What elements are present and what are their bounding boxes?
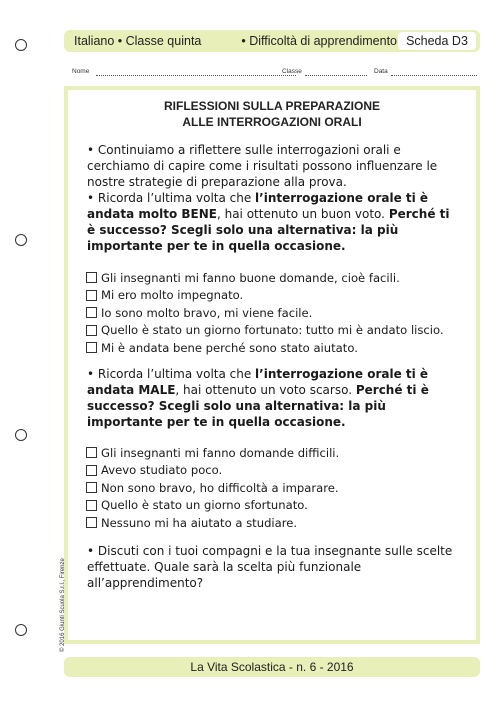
question-1-text-a: • Ricorda l’ultima volta che	[87, 191, 256, 205]
question-1-bold-b: Perché ti è successo? Scegli solo una alternativa: la più importante per te in quella occasione.	[87, 207, 450, 253]
option-label: Mi è andata bene perché sono stato aiutato.	[101, 340, 358, 355]
option-checkbox[interactable]	[86, 272, 97, 283]
footer-bar	[64, 657, 480, 677]
option-checkbox[interactable]	[86, 290, 97, 301]
binder-hole	[15, 429, 27, 441]
option-item	[86, 322, 466, 340]
question-2-bold-a: l’interrogazione orale ti è andata MALE	[87, 367, 429, 397]
header-topic: • Difficoltà di apprendimento	[241, 34, 397, 48]
binder-hole	[15, 39, 27, 51]
option-item	[86, 269, 466, 287]
option-label: Quello è stato un giorno sfortunato.	[101, 498, 308, 513]
closing-paragraph: • Discuti con i tuoi compagni e la tua insegnante sulle scelte effettuate. Quale sarà la scelta più funzionale all’apprendimento?	[87, 544, 453, 590]
header-bar	[64, 30, 480, 52]
footer-text: La Vita Scolastica - n. 6 - 2016	[190, 660, 354, 674]
binder-hole	[15, 234, 27, 246]
option-item	[86, 497, 466, 515]
worksheet-title-line1: RIFLESSIONI SULLA PREPARAZIONE	[163, 99, 380, 113]
classe-label: Classe	[282, 68, 302, 75]
question-1	[87, 190, 461, 254]
option-checkbox[interactable]	[86, 307, 97, 318]
option-item	[86, 339, 466, 357]
question-1-options	[86, 269, 466, 357]
option-checkbox[interactable]	[86, 517, 97, 528]
nome-label: Nome	[72, 68, 90, 75]
option-label: Non sono bravo, ho difficoltà a imparare.	[101, 480, 339, 495]
option-label: Gli insegnanti mi fanno buone domande, cioè facili.	[101, 270, 400, 285]
intro-paragraph: • Continuiamo a riflettere sulle interrogazioni orali e cerchiamo di capire come i risultati possono influenzare le nostre strategie di preparazione alla prova.	[87, 143, 438, 189]
option-item	[86, 444, 466, 462]
question-1-bold-a: l’interrogazione orale ti è andata molto BENE	[87, 191, 429, 221]
question-2	[87, 366, 461, 430]
copyright-note: © 2016 Giunti Scuola S.r.l., Firenze	[60, 558, 66, 652]
name-class-date-bar	[72, 66, 477, 80]
option-checkbox[interactable]	[86, 465, 97, 476]
option-checkbox[interactable]	[86, 500, 97, 511]
option-label: Quello è stato un giorno fortunato: tutto mi è andato liscio.	[101, 323, 444, 338]
data-label: Data	[374, 68, 388, 75]
option-label: Nessuno mi ha aiutato a studiare.	[101, 515, 298, 530]
question-1-text-b: , hai ottenuto un buon voto.	[216, 207, 389, 221]
question-2-text-b: , hai ottenuto un voto scarso.	[175, 383, 356, 397]
classe-field[interactable]	[305, 66, 367, 76]
question-2-options	[86, 444, 466, 532]
data-field[interactable]	[391, 66, 477, 76]
option-checkbox[interactable]	[86, 342, 97, 353]
option-label: Avevo studiato poco.	[101, 463, 223, 478]
option-label: Gli insegnanti mi fanno domande difficili.	[101, 445, 340, 460]
header-subject: Italiano • Classe quinta	[74, 34, 202, 48]
option-checkbox[interactable]	[86, 482, 97, 493]
option-label: Io sono molto bravo, mi viene facile.	[101, 305, 313, 320]
option-item	[86, 479, 466, 497]
option-checkbox[interactable]	[86, 325, 97, 336]
worksheet-card	[64, 86, 480, 644]
option-item	[86, 304, 466, 322]
question-2-bold-b: Perché ti è successo? Scegli solo una alternativa: la più importante per te in quella occasione.	[87, 383, 429, 429]
option-item	[86, 514, 466, 532]
scheda-label: Scheda D3	[398, 32, 476, 50]
option-item	[86, 287, 466, 305]
question-2-text-a: • Ricorda l’ultima volta che	[87, 367, 256, 381]
worksheet-title-line2: ALLE INTERROGAZIONI ORALI	[182, 115, 362, 129]
option-label: Mi ero molto impegnato.	[101, 288, 244, 303]
binder-hole	[15, 624, 27, 636]
option-item	[86, 462, 466, 480]
option-checkbox[interactable]	[86, 447, 97, 458]
nome-field[interactable]	[96, 66, 296, 76]
